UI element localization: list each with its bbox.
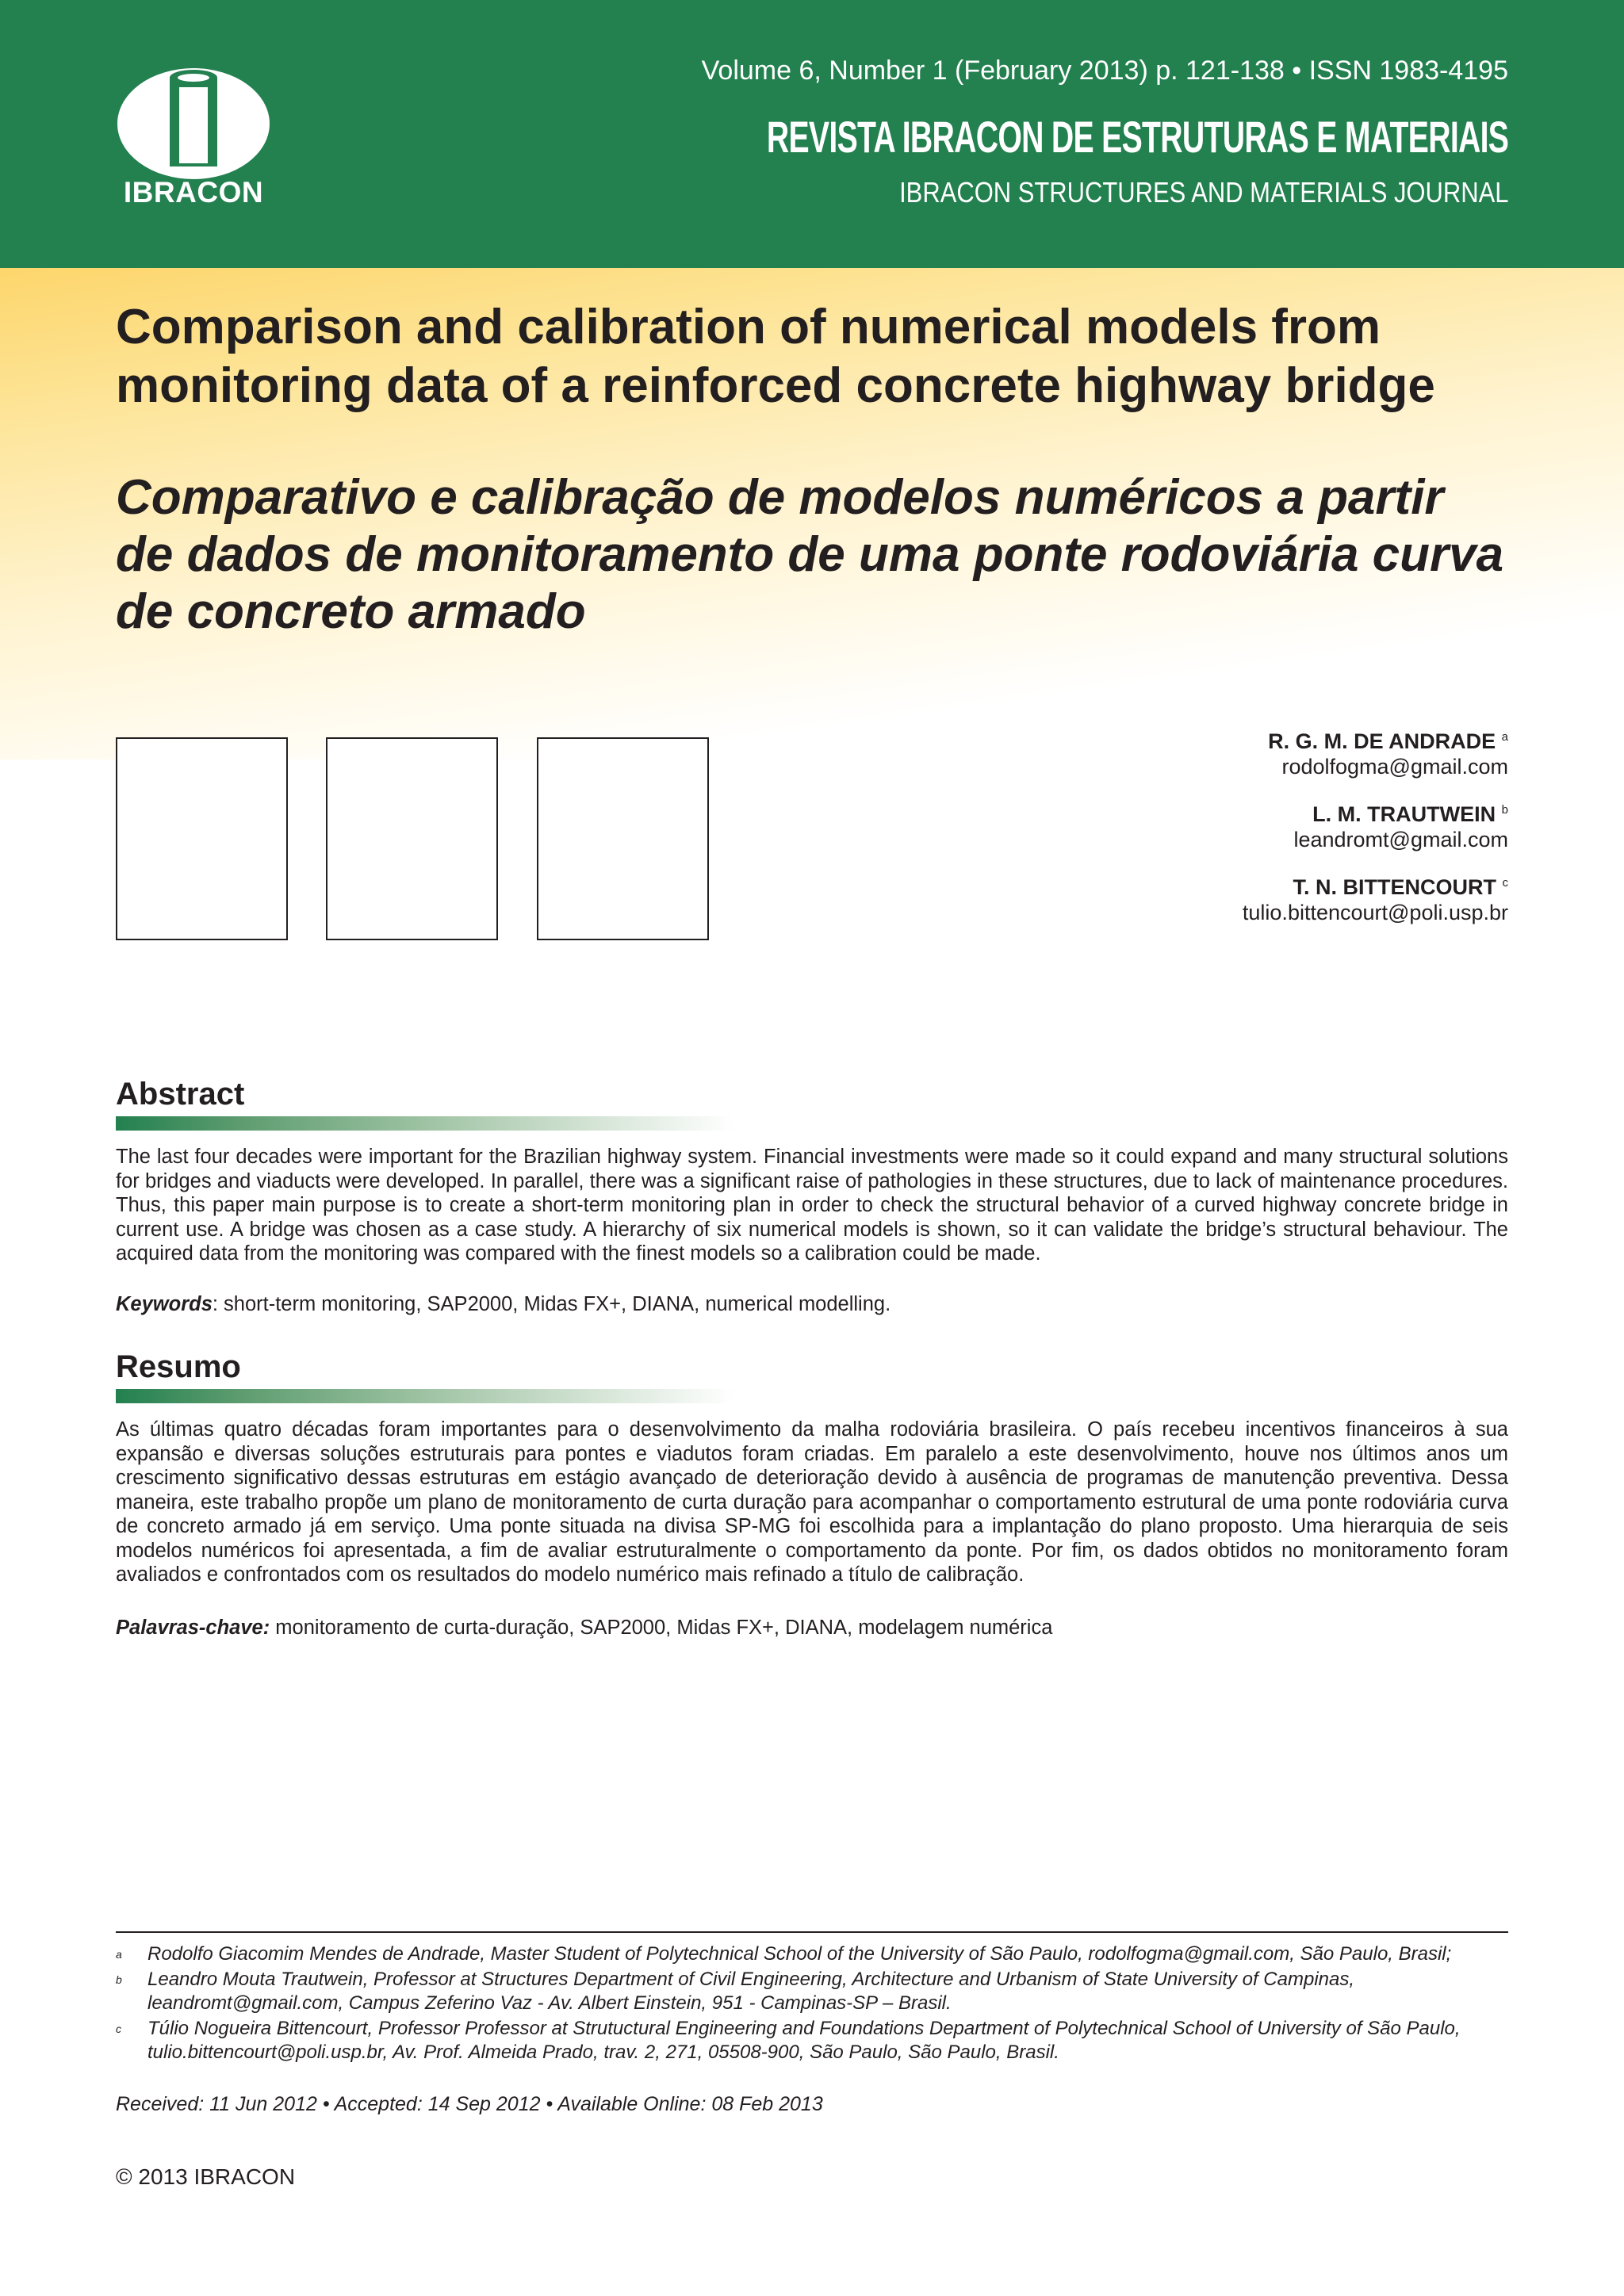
copyright-notice: © 2013 IBRACON	[116, 2164, 296, 2189]
abstract-keywords: Keywords: short-term monitoring, SAP2000, Midas FX+, DIANA, numerical modelling.	[116, 1293, 891, 1315]
author-name: L. M. TRAUTWEIN $^b$	[1312, 802, 1508, 826]
abstract-text: The last four decades were important for the Brazilian highway system. Financial investments were made so it could expand and many structural solutions for bridges and viaducts were developed. In parallel, there was a significant raise of pathologies in these structures, due to lack of maintenance procedures. Thus, this paper main purpose is to create a short-term monitoring plan in order to check the structural behavior of a curved highway concrete bridge in current use. A bridge was chosen as a case study. A hierarchy of six numerical models is shown, so it can validate the bridge’s structural behaviour. The acquired data from the monitoring was compared with the finest models so a calibration could be made.	[116, 1146, 1508, 1265]
abstract-heading-bar	[116, 1116, 734, 1131]
resumo-heading: Resumo	[116, 1349, 241, 1384]
affiliation-footnotes	[116, 1942, 1508, 2066]
author-name: T. N. BITTENCOURT $^c$	[1293, 875, 1508, 899]
footnote: b Leandro Mouta Trautwein, Professor at Structures Department of Civil Engineering, Architecture and Urbanism of State University of Campinas, leandromt@gmail.com, Campus Zeferino Vaz - Av. Albert Einstein, 951 - Campinas-SP – Brasil.	[116, 1969, 1355, 2014]
author-entry	[1243, 871, 1508, 925]
author-photo-placeholder	[537, 737, 709, 940]
resumo-keywords: Palavras-chave: monitoramento de curta-duração, SAP2000, Midas FX+, DIANA, modelagem numérica	[116, 1617, 1053, 1639]
paper-title-english: Comparison and calibration of numerical models from monitoring data of a reinforced concrete highway bridge	[116, 300, 1435, 413]
author-list	[1243, 725, 1508, 943]
author-entry	[1243, 725, 1508, 779]
author-email[interactable]: leandromt@gmail.com	[1293, 828, 1508, 851]
journal-name-portuguese: REVISTA IBRACON DE ESTRUTURAS E MATERIAIS	[766, 112, 1508, 162]
abstract-heading: Abstract	[116, 1077, 245, 1112]
footnote-divider	[116, 1931, 1508, 1933]
paper-title-portuguese: Comparativo e calibração de modelos numéricos a partir de dados de monitoramento de uma ponte rodoviária curva de concreto armado	[116, 470, 1504, 639]
author-email[interactable]: rodolfogma@gmail.com	[1281, 755, 1508, 779]
footnote: c Túlio Nogueira Bittencourt, Professor Professor at Strutuctural Engineering and Foundations Department of Polytechnical School of University of São Paulo, tulio.bittencourt@poli.usp.br, Av. Prof. Almeida Prado, trav. 2, 271, 05508-900, São Paulo, São Paulo, Brasil.	[116, 2018, 1461, 2063]
resumo-heading-bar	[116, 1389, 734, 1403]
resumo-text: As últimas quatro décadas foram importantes para o desenvolvimento da malha rodoviária brasileira. O país recebeu incentivos financeiros à sua expansão e diversas soluções estruturais para pontes e viadutos foram criadas. Em paralelo a este desenvolvimento, houve nos últimos anos um crescimento significativo dessas estruturas em estágio avançado de deterioração devido à ausência de programas de manutenção preventiva. Dessa maneira, este trabalho propõe um plano de monitoramento de curta duração para acompanhar o comportamento estrutural de uma ponte rodoviária curva de concreto armado já em serviço. Uma ponte situada na divisa SP-MG foi escolhida para a implantação do plano proposto. Uma hierarquia de seis modelos numéricos foi apresentada, a fim de avaliar estruturalmente o comportamento da ponte. Por fim, os dados obtidos no monitoramento foram avaliados e confrontados com os resultados do modelo numérico mais refinado a título de calibração.	[116, 1418, 1508, 1586]
publication-dates: Received: 11 Jun 2012 • Accepted: 14 Sep 2012 • Available Online: 08 Feb 2013	[116, 2093, 823, 2115]
author-email[interactable]: tulio.bittencourt@poli.usp.br	[1242, 901, 1508, 924]
footnote: a Rodolfo Giacomim Mendes de Andrade, Master Student of Polytechnical School of the University of São Paulo, rodolfogma@gmail.com, São Paulo, Brasil;	[116, 1943, 1452, 1965]
journal-name-english: IBRACON STRUCTURES AND MATERIALS JOURNAL	[898, 176, 1508, 209]
journal-header	[0, 0, 1624, 268]
author-name: R. G. M. DE ANDRADE $^a$	[1268, 729, 1508, 753]
author-photo-placeholder	[326, 737, 498, 940]
volume-issue-line: Volume 6, Number 1 (February 2013) p. 121-138 • ISSN 1983-4195	[701, 55, 1508, 86]
logo-text: IBRACON	[123, 176, 264, 209]
author-photo-placeholder	[116, 737, 288, 940]
author-entry	[1243, 798, 1508, 852]
